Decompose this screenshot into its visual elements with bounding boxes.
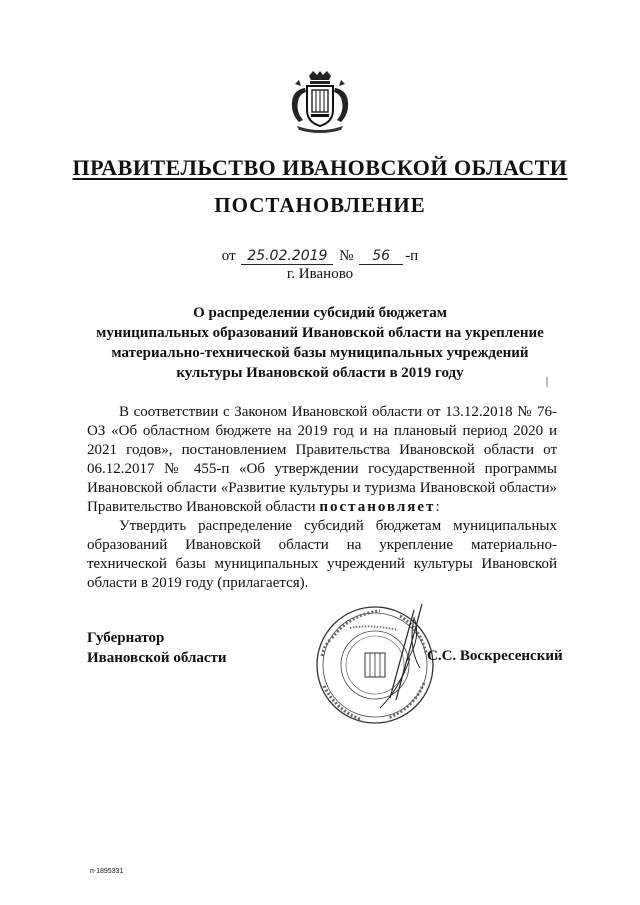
signatory-name: С.С. Воскресенский	[427, 648, 563, 664]
body-paragraph-preamble	[87, 403, 557, 517]
document-body	[87, 403, 557, 593]
signatory-position	[87, 628, 227, 668]
date-number-line	[0, 248, 640, 265]
city: г. Иваново	[286, 266, 354, 282]
subject-line: материально-технической базы муниципальных учреждений	[111, 345, 529, 361]
subject-line: муниципальных образований Ивановской области на укрепление	[96, 325, 544, 341]
number-suffix: -п	[405, 248, 419, 264]
decree-word: постановляет	[319, 499, 436, 515]
government-title: ПРАВИТЕЛЬСТВО ИВАНОВСКОЙ ОБЛАСТИ	[72, 155, 568, 180]
subject-line: О распределении субсидий бюджетам	[193, 305, 447, 321]
number-prefix: №	[339, 248, 354, 264]
preamble-text: В соответствии с Законом Ивановской области от 13.12.2018 № 76-ОЗ «Об областном бюджете на 2019 год и на плановый период 2020 и 2021 годов», постановлением Правительства Ивановской области от 06.12.2017 № 455-п «Об утверждении государственной программы Ивановской области «Развитие культуры и туризма Ивановской области» Правительство Ивановской области	[87, 404, 557, 515]
document-subject	[60, 303, 580, 383]
document-code: п-1895331	[90, 868, 124, 875]
position-line: Губернатор	[87, 630, 165, 646]
body-paragraph-resolution: Утвердить распределение субсидий бюджетам муниципальных образований Ивановской области на укрепление материально-технической базы муниципальных учреждений культуры Ивановской области в 2019 году (прилагается).	[87, 518, 557, 591]
decree-colon: :	[435, 499, 440, 515]
document-number: 56	[359, 249, 403, 265]
subject-line: культуры Ивановской области в 2019 году	[176, 365, 464, 381]
official-seal-stamp-icon	[310, 598, 440, 728]
date-prefix: от	[221, 248, 236, 264]
position-line: Ивановской области	[87, 650, 227, 666]
coat-of-arms-icon	[287, 70, 353, 136]
margin-mark	[546, 377, 548, 387]
document-date: 25.02.2019	[241, 249, 333, 265]
document-type-title: ПОСТАНОВЛЕНИЕ	[214, 193, 426, 217]
